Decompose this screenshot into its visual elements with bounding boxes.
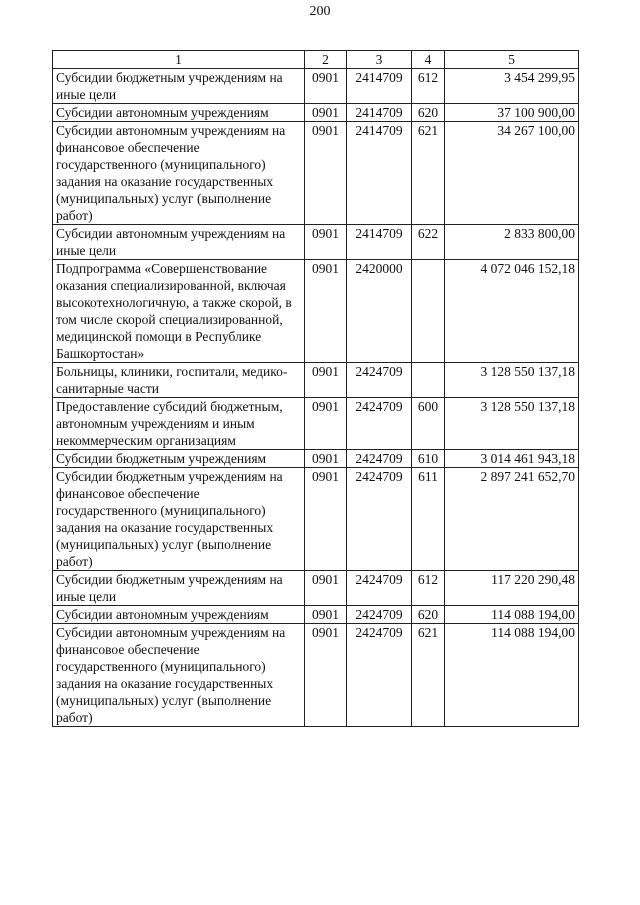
row-target: 2414709 xyxy=(347,122,412,225)
row-name: Субсидии бюджетным учреждениям на иные цели xyxy=(53,571,305,606)
row-name: Субсидии автономным учреждениям на финансовое обеспечение государственного (муниципального) задания на оказание государственных (муниципальных) услуг (выполнение работ) xyxy=(53,624,305,727)
row-type xyxy=(412,260,445,363)
row-type: 600 xyxy=(412,398,445,450)
header-col-4: 4 xyxy=(412,51,445,69)
row-target: 2424709 xyxy=(347,606,412,624)
row-section: 0901 xyxy=(305,104,347,122)
row-name: Субсидии автономным учреждениям на иные цели xyxy=(53,225,305,260)
row-target: 2424709 xyxy=(347,363,412,398)
row-name: Субсидии бюджетным учреждениям на иные цели xyxy=(53,69,305,104)
table-row xyxy=(53,624,579,727)
row-type: 620 xyxy=(412,104,445,122)
row-name: Субсидии автономным учреждениям на финансовое обеспечение государственного (муниципального) задания на оказание государственных (муниципальных) услуг (выполнение работ) xyxy=(53,122,305,225)
header-col-3: 3 xyxy=(347,51,412,69)
row-section: 0901 xyxy=(305,363,347,398)
table-header-row xyxy=(53,51,579,69)
table-row xyxy=(53,450,579,468)
row-amount: 37 100 900,00 xyxy=(445,104,579,122)
row-target: 2420000 xyxy=(347,260,412,363)
row-section: 0901 xyxy=(305,260,347,363)
row-amount: 3 128 550 137,18 xyxy=(445,363,579,398)
row-amount: 3 128 550 137,18 xyxy=(445,398,579,450)
table-row xyxy=(53,260,579,363)
row-type: 620 xyxy=(412,606,445,624)
row-type: 622 xyxy=(412,225,445,260)
row-name: Подпрограмма «Совершенствование оказания специализированной, включая высокотехнологичную, а также скорой, в том числе скорой специализированной, медицинской помощи в Республике Башкортостан» xyxy=(53,260,305,363)
row-section: 0901 xyxy=(305,624,347,727)
table-row xyxy=(53,122,579,225)
header-col-1: 1 xyxy=(53,51,305,69)
table-row xyxy=(53,606,579,624)
row-type: 612 xyxy=(412,571,445,606)
row-amount: 3 014 461 943,18 xyxy=(445,450,579,468)
row-type: 612 xyxy=(412,69,445,104)
row-amount: 2 897 241 652,70 xyxy=(445,468,579,571)
row-type: 610 xyxy=(412,450,445,468)
row-target: 2424709 xyxy=(347,468,412,571)
header-col-5: 5 xyxy=(445,51,579,69)
row-type: 621 xyxy=(412,624,445,727)
row-amount: 2 833 800,00 xyxy=(445,225,579,260)
row-target: 2424709 xyxy=(347,398,412,450)
table-row xyxy=(53,225,579,260)
row-name: Предоставление субсидий бюджетным, автономным учреждениям и иным некоммерческим организациям xyxy=(53,398,305,450)
table-row xyxy=(53,363,579,398)
row-amount: 34 267 100,00 xyxy=(445,122,579,225)
row-section: 0901 xyxy=(305,225,347,260)
row-target: 2414709 xyxy=(347,225,412,260)
row-target: 2414709 xyxy=(347,104,412,122)
page-number: 200 xyxy=(309,4,331,19)
table-row xyxy=(53,398,579,450)
row-type: 611 xyxy=(412,468,445,571)
row-target: 2424709 xyxy=(347,571,412,606)
row-amount: 4 072 046 152,18 xyxy=(445,260,579,363)
row-section: 0901 xyxy=(305,468,347,571)
row-name: Больницы, клиники, госпитали, медико-санитарные части xyxy=(53,363,305,398)
row-name: Субсидии бюджетным учреждениям на финансовое обеспечение государственного (муниципального) задания на оказание государственных (муниципальных) услуг (выполнение работ) xyxy=(53,468,305,571)
row-name: Субсидии бюджетным учреждениям xyxy=(53,450,305,468)
row-section: 0901 xyxy=(305,450,347,468)
row-name: Субсидии автономным учреждениям xyxy=(53,104,305,122)
row-section: 0901 xyxy=(305,606,347,624)
budget-table xyxy=(52,50,579,727)
row-amount: 114 088 194,00 xyxy=(445,606,579,624)
row-section: 0901 xyxy=(305,122,347,225)
row-section: 0901 xyxy=(305,398,347,450)
table-row xyxy=(53,571,579,606)
table-row xyxy=(53,468,579,571)
row-target: 2424709 xyxy=(347,450,412,468)
row-section: 0901 xyxy=(305,69,347,104)
row-target: 2414709 xyxy=(347,69,412,104)
row-type xyxy=(412,363,445,398)
row-name: Субсидии автономным учреждениям xyxy=(53,606,305,624)
row-amount: 117 220 290,48 xyxy=(445,571,579,606)
row-amount: 114 088 194,00 xyxy=(445,624,579,727)
row-section: 0901 xyxy=(305,571,347,606)
table-row xyxy=(53,104,579,122)
table-row xyxy=(53,69,579,104)
header-col-2: 2 xyxy=(305,51,347,69)
row-target: 2424709 xyxy=(347,624,412,727)
row-type: 621 xyxy=(412,122,445,225)
row-amount: 3 454 299,95 xyxy=(445,69,579,104)
